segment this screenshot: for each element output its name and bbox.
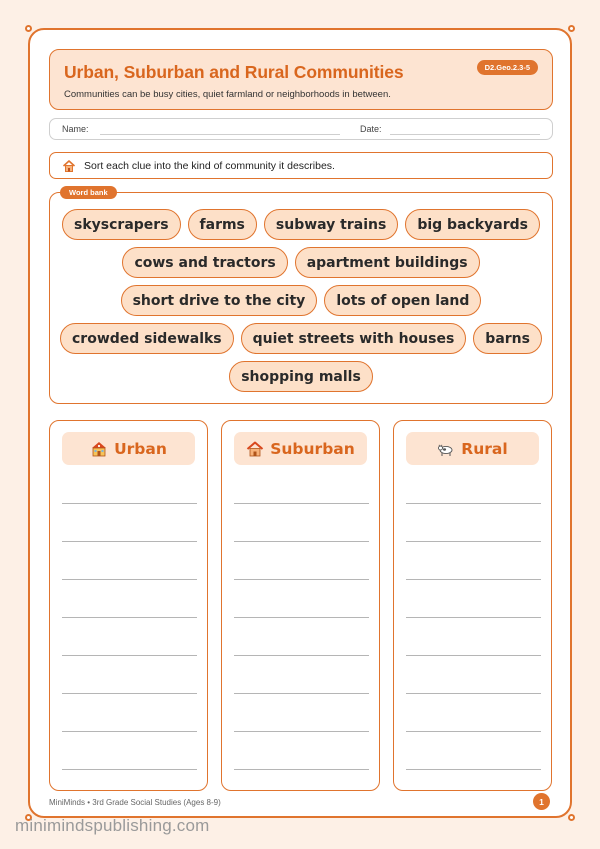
name-field[interactable]: [100, 134, 340, 135]
writing-line[interactable]: [62, 655, 197, 656]
word-bank-row: [50, 361, 552, 392]
corner-dot: [25, 25, 32, 32]
page-subtitle: Communities can be busy cities, quiet farmland or neighborhoods in between.: [64, 89, 391, 100]
column-header: [62, 432, 195, 465]
word-chip[interactable]: crowded sidewalks: [60, 323, 234, 354]
page-title: Urban, Suburban and Rural Communities: [64, 62, 404, 82]
writing-line[interactable]: [406, 617, 541, 618]
instruction-text: Sort each clue into the kind of community it describes.: [84, 160, 335, 172]
date-field[interactable]: [390, 134, 540, 135]
word-chip[interactable]: subway trains: [264, 209, 398, 240]
word-chip[interactable]: lots of open land: [324, 285, 481, 316]
writing-line[interactable]: [62, 731, 197, 732]
writing-line[interactable]: [62, 617, 197, 618]
word-chip[interactable]: barns: [473, 323, 542, 354]
column-header: [234, 432, 367, 465]
column-title: Suburban: [270, 439, 355, 458]
rural-column: [393, 420, 552, 791]
writing-line[interactable]: [234, 731, 369, 732]
writing-line[interactable]: [234, 769, 369, 770]
writing-line[interactable]: [406, 769, 541, 770]
word-chip[interactable]: cows and tractors: [122, 247, 287, 278]
word-chip[interactable]: big backyards: [405, 209, 540, 240]
writing-line[interactable]: [406, 503, 541, 504]
school-building-icon: [90, 440, 108, 458]
standard-code-badge: D2.Geo.2.3-5: [477, 60, 538, 75]
column-header: [406, 432, 539, 465]
corner-dot: [568, 25, 575, 32]
page-number: 1: [533, 793, 550, 810]
urban-column: [49, 420, 208, 791]
writing-line[interactable]: [406, 579, 541, 580]
writing-line[interactable]: [62, 579, 197, 580]
word-chip[interactable]: short drive to the city: [121, 285, 318, 316]
corner-dot: [568, 814, 575, 821]
house-icon: [62, 159, 76, 173]
name-date-bar: [49, 118, 553, 140]
writing-line[interactable]: [62, 693, 197, 694]
title-banner: [49, 49, 553, 110]
writing-line[interactable]: [234, 655, 369, 656]
word-bank-row: [50, 209, 552, 240]
writing-line[interactable]: [234, 503, 369, 504]
word-chip[interactable]: skyscrapers: [62, 209, 181, 240]
column-title: Urban: [114, 439, 167, 458]
name-label: Name:: [62, 124, 89, 134]
word-bank-row: [50, 323, 552, 354]
column-title: Rural: [461, 439, 508, 458]
writing-line[interactable]: [406, 655, 541, 656]
word-chip[interactable]: shopping malls: [229, 361, 373, 392]
date-label: Date:: [360, 124, 382, 134]
word-chip[interactable]: apartment buildings: [295, 247, 480, 278]
watermark: minimindspublishing.com: [15, 816, 210, 835]
word-bank-row: [50, 285, 552, 316]
instruction-box: [49, 152, 553, 179]
writing-line[interactable]: [62, 541, 197, 542]
house-icon: [246, 440, 264, 458]
writing-line[interactable]: [62, 503, 197, 504]
writing-line[interactable]: [234, 617, 369, 618]
writing-line[interactable]: [62, 769, 197, 770]
writing-line[interactable]: [406, 693, 541, 694]
writing-line[interactable]: [234, 541, 369, 542]
suburban-column: [221, 420, 380, 791]
word-bank-label: Word bank: [60, 186, 117, 199]
writing-line[interactable]: [234, 579, 369, 580]
word-chip[interactable]: quiet streets with houses: [241, 323, 467, 354]
word-chip[interactable]: farms: [188, 209, 257, 240]
word-bank-row: [50, 247, 552, 278]
word-bank: [49, 188, 553, 404]
cow-icon: [437, 440, 455, 458]
worksheet-page: [28, 28, 572, 818]
writing-line[interactable]: [406, 541, 541, 542]
writing-line[interactable]: [406, 731, 541, 732]
writing-line[interactable]: [234, 693, 369, 694]
footer-text: MiniMinds • 3rd Grade Social Studies (Ages 8-9): [49, 798, 221, 807]
